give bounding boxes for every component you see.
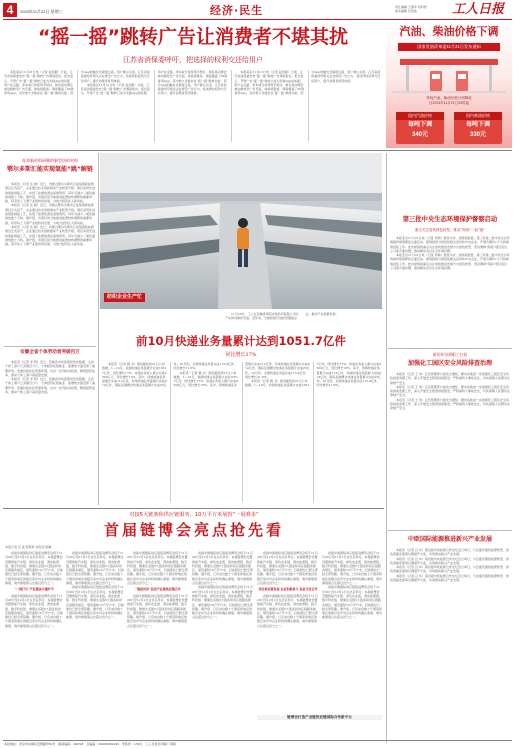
issue-date: 2023年11月22日 星期三 (20, 9, 63, 14)
divider (388, 530, 512, 531)
expo-body-text-2: 首届中国国际供应链促进博览会将于11月28日至12月2日在北京举行。本届链博会设置智能汽车链、绿色农业链、清洁能源链、数字科技链、健康生活链5大链条和供应链服务展区，展览面积10万平方米，目前展位已经全部售罄。据介绍，已有来自数十个国家和地区的数百家中外企业和机构确认参展，境外参展商占比超过四分之一。 (5, 593, 63, 628)
expo-col-4 (192, 551, 254, 737)
fuel-ad-subtitle: 国家发展改革委11月21日发布通知 (398, 43, 500, 51)
left-low-body-text: 本报讯（记者 李 明）近日，安徽省市场监管局发布数据，全省个体工商户已突破百万户，个体经济在稳就业、促增收方面发挥了重要作用。安徽持续优化营商环境，出台一系列扶持政策，降低经营成本，推动个体工商户高质量发展。 (5, 360, 95, 377)
masthead-rule (3, 19, 512, 20)
expo-body-text-7: 首届中国国际供应链促进博览会将于11月28日至12月2日在北京举行。本届链博会设置智能汽车链、绿色农业链、清洁能源链、数字科技链、健康生活链5大链条和供应链服务展区，展览面积10万平方米，目前展位已经全部售罄。据介绍，已有来自数十个国家和地区的数百家中外企业和机构确认参展，境外参展商占比超过四分之一。 (192, 551, 253, 586)
lead-headline: “摇一摇”跳转广告让消费者不堪其扰 (38, 26, 348, 48)
divider (3, 150, 512, 151)
express-body (102, 362, 382, 502)
factory-photo (100, 153, 382, 309)
right-bottom-headline: 中欧国际能源推进新兴产业发展 (407, 536, 492, 543)
right-mid-body-text: 本报北京11月21日电（记者 邹倩）经党中央、国务院批准，第三轮第二批中央生态环境保护督察即将全面启动。督察组将分别进驻相关省份和中央企业，开展为期约1个月的督察进驻工作。此次督察将重点关注加快推进发展方式绿色转型、坚决遏制“两高”项目盲目上马等方面问题，推动解决突出生态环境问题。 (390, 236, 510, 253)
column-divider (386, 153, 387, 743)
expo-body-text-12: 首届中国国际供应链促进博览会将于11月28日至12月2日在北京举行。本届链博会设置智能汽车链、绿色农业链、清洁能源链、数字科技链、健康生活链5大链条和供应链服务展区，展览面积10万平方米，目前展位已经全部售罄。据介绍，已有来自数十个国家和地区的数百家中外企业和机构确认参展，境外参展商占比超过四分之一。 (322, 585, 382, 620)
expo-col-5 (257, 551, 319, 737)
expo-body-text-4: 首届中国国际供应链促进博览会将于11月28日至12月2日在北京举行。本届链博会设置智能汽车链、绿色农业链、清洁能源链、数字科技链、健康生活链5大链条和供应链服务展区，展览面积10万平方米，目前展位已经全部售罄。据介绍，已有来自数十个国家和地区的数百家中外企业和机构确认参展，境外参展商占比超过四分之一。 (66, 585, 124, 620)
expo-headline: 首届链博会亮点抢先看 (103, 521, 284, 539)
expo-col-2 (66, 551, 124, 737)
fuel-ad-note-date: 自2023年11月21日24时起 (428, 101, 470, 105)
expo-body-text-9: 首届中国国际供应链促进博览会将于11月28日至12月2日在北京举行。本届链博会设置智能汽车链、绿色农业链、清洁能源链、数字科技链、健康生活链5大链条和供应链服务展区，展览面积10万平方米，目前展位已经全部售罄。据介绍，已有来自数十个国家和地区的数百家中外企业和机构确认参展，境外参展商占比超过四分之一。 (257, 551, 318, 586)
expo-body-text-5: 首届中国国际供应链促进博览会将于11月28日至12月2日在北京举行。本届链博会设置智能汽车链、绿色农业链、清洁能源链、数字科技链、健康生活链5大链条和供应链服务展区，展览面积10万平方米，目前展位已经全部售罄。据介绍，已有来自数十个国家和地区的数百家中外企业和机构确认参展，境外参展商占比超过四分之一。 (127, 551, 188, 586)
expo-byline: 本报记者 甘 凌 郑莉莉 刘亮亮 陈琳 (5, 545, 52, 549)
right-bottom-body-text-2: 本报讯（记者 吕 华）第四届中欧能源合作论坛近日举行，与会嘉宾围绕能源转型、绿色低碳发展等议题展开交流，共同推动新兴产业发展。 (390, 556, 509, 565)
right-low-body-text-2: 本报讯（记者 王 伟）应急管理部日前发出通知，要求各地进一步加强化工园区安全风险排查治理工作，深入开展安全隐患排查整治，严防重特大事故发生，切实保障人民群众生命财产安全。 (390, 384, 510, 398)
gasoline-price-card (396, 112, 444, 144)
left-mid-body-text-3: 本报讯（记者 张 晓）近日，内蒙古鄂尔多斯市汇能集团新能源项目正式投产，企业通过技术创新推动产业转型升级。项目采用先进的氢能制备工艺，实现了能源的清洁高效利用，每年可减少二氧化碳排放数十万吨。据介绍，该项目是当地推进能源结构调整的重要举措，将带动上下游产业链协同发展，为地方经济注入新动能。 (5, 224, 95, 247)
fuel-ad-title: 汽油、柴油价格下调 (399, 25, 499, 38)
column-divider (98, 153, 99, 505)
expo-col-6 (322, 551, 382, 737)
expo-body-text-10: 首届中国国际供应链促进博览会将于11月28日至12月2日在北京举行。本届链博会设置智能汽车链、绿色农业链、清洁能源链、数字科技链、健康生活链5大链条和供应链服务展区，展览面积10万平方米，目前展位已经全部售罄。据介绍，已有来自数十个国家和地区的数百家中外企业和机构确认参展，境外参展商占比超过四分之一。 (257, 593, 318, 628)
expo-body-text-3: 首届中国国际供应链促进博览会将于11月28日至12月2日在北京举行。本届链博会设置智能汽车链、绿色农业链、清洁能源链、数字科技链、健康生活链5大链条和供应链服务展区，展览面积10万平方米，目前展位已经全部售罄。据介绍，已有来自数十个国家和地区的数百家中外企业和机构确认参展，境外参展商占比超过四分之一。 (66, 551, 124, 586)
divider (4, 346, 96, 347)
right-bottom-body-text: 本报讯（记者 吕 华）第四届中欧能源合作论坛近日举行，与会嘉宾围绕能源转型、绿色低碳发展等议题展开交流，共同推动新兴产业发展。 (390, 548, 509, 557)
diesel-price-card (454, 112, 502, 144)
editor-info: 责任编辑 王国华 刘钧洲 美术编辑 田浩波 (395, 5, 427, 13)
lead-body (4, 70, 382, 142)
right-low-kicker: 新的年份到职工打权 (432, 352, 468, 357)
right-mid-body-text-2: 本报北京11月21日电（记者 邹倩）经党中央、国务院批准，第三轮第二批中央生态环境保护督察即将全面启动。督察组将分别进驻相关省份和中央企业，开展为期约1个月的督察进驻工作。此次督察将重点关注加快推进发展方式绿色转型、坚决遏制“两高”项目盲目上马等方面问题，推动解决突出生态环境问题。 (390, 253, 510, 271)
footer-info: 本报地址：北京市东城区安德路甲61号 邮政编码：100718 总编室：(010)84151234 零售价：1.50元 工人日报社印刷厂印刷 (4, 742, 176, 746)
lead-body-text: 本报南京11月21日电（记者 赵剑影）日前，江苏省消保委发布“摇一摇”跳转广告调查报告。报告显示，开屏广告“摇一摇”跳转已成为多数App的标配，用户在走路、乘车或日常使用手机时，稍有晃动便会被动跳转至广告页面，体验感极差。调查覆盖了60款常用App，其中绝大多数存在“摇一摇”跳转功能，部分App的触发灵敏度过高，用户难以关闭。江苏省消保委呼吁相关企业规范广告行为，将选择的权利交还给用户，提升消费者使用体验。 (4, 70, 150, 96)
right-mid-body (390, 236, 510, 344)
right-low-body (390, 372, 510, 512)
expo-body-text-11: 首届中国国际供应链促进博览会将于11月28日至12月2日在北京举行。本届链博会设置智能汽车链、绿色农业链、清洁能源链、数字科技链、健康生活链5大链条和供应链服务展区，展览面积10万平方米，目前展位已经全部售罄。据介绍，已有来自数十个国家和地区的数百家中外企业和机构确认参展，境外参展商占比超过四分之一。 (322, 551, 382, 586)
diesel-value: 每吨下调 330元 (465, 122, 490, 138)
left-kicker: 苏邦新材料研制的新型纺织材料 (22, 158, 78, 163)
divider (3, 508, 384, 509)
expo-body-text-6: 首届中国国际供应链促进博览会将于11月28日至12月2日在北京举行。本届链博会设置智能汽车链、绿色农业链、清洁能源链、数字科技链、健康生活链5大链条和供应链服务展区，展览面积10万平方米，目前展位已经全部售罄。据介绍，已有来自数十个国家和地区的数百家中外企业和机构确认参展，境外参展商占比超过四分之一。 (127, 593, 188, 628)
photo-caption-text: 11月20日，工人在安徽省阜阳市某纺织有限公司生产车间内操作设备。近年来，当地积极引进纺织服装企业，推动产业集群发展。 (225, 312, 339, 321)
expo-col-3 (127, 551, 189, 737)
right-bottom-body-text-3: 本报讯（记者 吕 华）第四届中欧能源合作论坛近日举行，与会嘉宾围绕能源转型、绿色低碳发展等议题展开交流，共同推动新兴产业发展。 (390, 565, 509, 574)
left-mid-body-text: 本报讯（记者 张 晓）近日，内蒙古鄂尔多斯市汇能集团新能源项目正式投产，企业通过技术创新推动产业转型升级。项目采用先进的氢能制备工艺，实现了能源的清洁高效利用，每年可减少二氧化碳排放数十万吨。据介绍，该项目是当地推进能源结构调整的重要举措，将带动上下游产业链协同发展，为地方经济注入新动能。 (5, 182, 95, 204)
left-low-body-text-2: 本报讯（记者 李 明）近日，安徽省市场监管局发布数据，全省个体工商户已突破百万户，个体经济在稳就业、促增收方面发挥了重要作用。安徽持续优化营商环境，出台一系列扶持政策，降低经营成本，推动个体工商户高质量发展。 (5, 377, 95, 395)
left-mid-body-text-2: 本报讯（记者 张 晓）近日，内蒙古鄂尔多斯市汇能集团新能源项目正式投产，企业通过技术创新推动产业转型升级。项目采用先进的氢能制备工艺，实现了能源的清洁高效利用，每年可减少二氧化碳排放数十万吨。据介绍，该项目是当地推进能源结构调整的重要举措，将带动上下游产业链协同发展，为地方经济注入新动能。 (5, 203, 95, 225)
left-low-body (5, 360, 95, 500)
divider (388, 348, 512, 349)
lead-body-text-2: 本报南京11月21日电（记者 赵剑影）日前，江苏省消保委发布“摇一摇”跳转广告调查报告。报告显示，开屏广告“摇一摇”跳转已成为多数App的标配，用户在走路、乘车或日常使用手机时，稍有晃动便会被动跳转至广告页面，体验感极差。调查覆盖了60款常用App，其中绝大多数存在“摇一摇”跳转功能，部分App的触发灵敏度过高，用户难以关闭。江苏省消保委呼吁相关企业规范广告行为，将选择的权利交还给用户，提升消费者使用体验。 (80, 70, 228, 96)
photo-caption-tag: 纺织企业生产忙 (104, 293, 145, 302)
right-low-body-text-3: 本报讯（记者 王 伟）应急管理部日前发出通知，要求各地进一步加强化工园区安全风险排查治理工作，深入开展安全隐患排查整治，严防重特大事故发生，切实保障人民群众生命财产安全。 (390, 397, 510, 411)
left-mid-body (5, 182, 95, 342)
express-headline: 前10月快递业务量累计达到1051.7亿件 (136, 334, 346, 348)
express-body-text-2: 本报讯（记者 赖 书）国家邮政局21日公布数据，1—10月，我国快递业务量累计完成1051.7亿件，同比增长17%；快递业务收入累计完成9500亿元，同比增长13%。其中，同城快递业务量累计完成112亿件，异地快递业务量累计完成914亿件，国际及港澳台快递业务量累计完成25亿件。10月份，全国快递业务量完成113.4亿件，同比增长21.8%。 (173, 362, 310, 388)
expo-kicker: 对接5大链条和供应链服务，10万平方米展馆“一展难求” (129, 512, 259, 518)
diesel-label: 国内柴油价格 (454, 112, 502, 120)
right-mid-headline: 第三批中央生态环境保护督察启动 (402, 216, 498, 223)
footer-rule (3, 740, 512, 741)
paper-logo: 工人日报 (452, 2, 505, 17)
gas-station-icon (392, 55, 506, 95)
right-low-body-text: 本报讯（记者 王 伟）应急管理部日前发出通知，要求各地进一步加强化工园区安全风险排查治理工作，深入开展安全隐患排查整治，严防重特大事故发生，切实保障人民群众生命财产安全。 (390, 372, 510, 385)
expo-subtitle-2: “链接世界”促进产业链供应链合作 (135, 587, 181, 592)
express-body-text-3: 本报讯（记者 赖 书）国家邮政局21日公布数据，1—10月，我国快递业务量累计完成1051.7亿件，同比增长17%；快递业务收入累计完成9500亿元，同比增长13%。其中，同城快递业务量累计完成112亿件，异地快递业务量累计完成914亿件，国际及港澳台快递业务量累计完成25亿件。10月份，全国快递业务量完成113.4亿件，同比增长21.8%。 (245, 362, 382, 388)
section-title: 经济·民生 (210, 4, 264, 17)
express-body-text: 本报讯（记者 赖 书）国家邮政局21日公布数据，1—10月，我国快递业务量累计完成1051.7亿件，同比增长17%；快递业务收入累计完成9500亿元，同比增长13%。其中，同城快递业务量累计完成112亿件，异地快递业务量累计完成914亿件，国际及港澳台快递业务量累计完成25亿件。10月份，全国快递业务量完成113.4亿件，同比增长21.8%。 (102, 362, 237, 388)
lead-body-text-3: 本报南京11月21日电（记者 赵剑影）日前，江苏省消保委发布“摇一摇”跳转广告调查报告。报告显示，开屏广告“摇一摇”跳转已成为多数App的标配，用户在走路、乘车或日常使用手机时，稍有晃动便会被动跳转至广告页面，体验感极差。调查覆盖了60款常用App，其中绝大多数存在“摇一摇”跳转功能，部分App的触发灵敏度过高，用户难以关闭。江苏省消保委呼吁相关企业规范广告行为，将选择的权利交还给用户，提升消费者使用体验。 (234, 70, 381, 96)
right-bottom-body (390, 548, 510, 736)
right-bottom-body-text-4: 本报讯（记者 吕 华）第四届中欧能源合作论坛近日举行，与会嘉宾围绕能源转型、绿色低碳发展等议题展开交流，共同推动新兴产业发展。 (390, 573, 509, 583)
right-low-headline: 加强化工园区安全风险排查治理 (407, 360, 492, 367)
left-mid-headline: 鄂尔多斯汇能实现氢能“跳”解链 (7, 166, 93, 173)
gasoline-value: 每吨下调 340元 (407, 122, 432, 138)
expo-subtitle-1: “一网打尽”产业链条关键环节 (14, 587, 54, 592)
express-subhead: 同比增长17% (225, 352, 257, 358)
fuel-price-ad (386, 22, 512, 148)
photo-caption (225, 312, 382, 332)
left-low-headline: 安徽全省个体劳动者突破百万 (20, 350, 80, 355)
right-mid-subhead: 重点关注加快绿色转型、推动“两高”一低“落” (414, 228, 486, 232)
expo-box-title: 链博会打造产业链供应链国际合作新平台 (257, 715, 382, 720)
fuel-ad-note: 每吨汽油、柴油价格分别降低 (426, 96, 472, 100)
expo-body-text-8: 首届中国国际供应链促进博览会将于11月28日至12月2日在北京举行。本届链博会设置智能汽车链、绿色农业链、清洁能源链、数字科技链、健康生活链5大链条和供应链服务展区，展览面积10万平方米，目前展位已经全部售罄。据介绍，已有来自数十个国家和地区的数百家中外企业和机构确认参展，境外参展商占比超过四分之一。 (192, 585, 253, 620)
gasoline-label: 国内汽油价格 (396, 112, 444, 120)
page-number-badge: 4 (3, 3, 17, 17)
lead-subhead: 江苏省消保委呼吁，把选择的权利交还给用户 (123, 56, 263, 64)
expo-col-1 (5, 551, 63, 737)
expo-subtitle-3: 深化供应链发展 企业积极参与 促进开放合作 (258, 587, 318, 592)
expo-body-text: 首届中国国际供应链促进博览会将于11月28日至12月2日在北京举行。本届链博会设置智能汽车链、绿色农业链、清洁能源链、数字科技链、健康生活链5大链条和供应链服务展区，展览面积10万平方米，目前展位已经全部售罄。据介绍，已有来自数十个国家和地区的数百家中外企业和机构确认参展，境外参展商占比超过四分之一。 (5, 551, 63, 586)
